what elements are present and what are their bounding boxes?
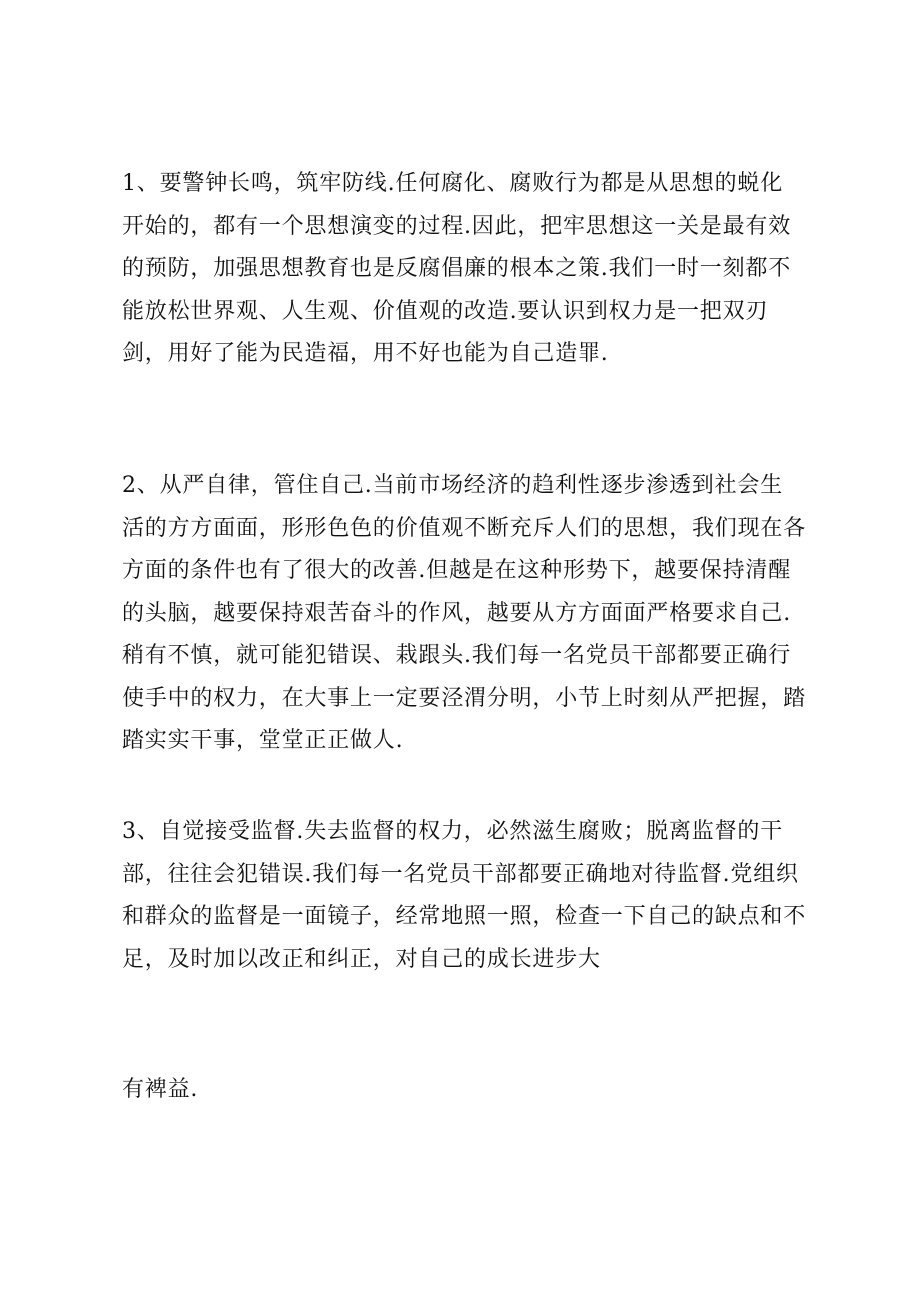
paragraph-line: 部，往往会犯错误.我们每一名党员干部都要正确地对待监督.党组织: [122, 861, 799, 887]
paragraph-line: 活的方方面面，形形色色的价值观不断充斥人们的思想，我们现在各: [122, 515, 807, 541]
paragraph-line: 使手中的权力，在大事上一定要泾渭分明，小节上时刻从严把握，踏: [122, 685, 807, 711]
paragraph-line: 3、自觉接受监督.失去监督的权力，必然滋生腐败；脱离监督的干: [122, 819, 783, 844]
paragraph-line: 足，及时加以改正和纠正，对自己的成长进步大: [122, 946, 601, 972]
paragraph-line: 开始的，都有一个思想演变的过程.因此，把牢思想这一关是最有效: [122, 213, 791, 239]
paragraph-line: 有裨益.: [122, 1077, 199, 1102]
paragraph-line: 和群众的监督是一面镜子，经常地照一照，检查一下自己的缺点和不: [122, 904, 807, 929]
paragraph-1: [122, 163, 812, 376]
paragraph-line: 踏实实干事，堂堂正正做人.: [122, 728, 404, 753]
paragraph-line: 方面的条件也有了很大的改善.但越是在这种形势下，越要保持清醒: [122, 558, 791, 583]
paragraph-line: 稍有不慎，就可能犯错误、栽跟头.我们每一名党员干部都要正确行: [122, 643, 791, 668]
paragraph-line: 能放松世界观、人生观、价值观的改造.要认识到权力是一把双刃: [122, 298, 769, 324]
paragraph-line: 的预防，加强思想教育也是反腐倡廉的根本之策.我们一时一刻都不: [122, 256, 791, 281]
paragraph-2: [122, 465, 812, 763]
paragraph-3: [122, 811, 812, 981]
paragraph-4: [122, 1069, 812, 1112]
paragraph-line: 1、要警钟长鸣，筑牢防线.任何腐化、腐败行为都是从思想的蜕化: [122, 171, 783, 196]
paragraph-line: 剑，用好了能为民造福，用不好也能为自己造罪.: [122, 341, 609, 366]
paragraph-line: 的头脑，越要保持艰苦奋斗的作风，越要从方方面面严格要求自己.: [122, 600, 791, 626]
paragraph-line: 2、从严自律，管住自己.当前市场经济的趋利性逐步渗透到社会生: [122, 473, 783, 498]
